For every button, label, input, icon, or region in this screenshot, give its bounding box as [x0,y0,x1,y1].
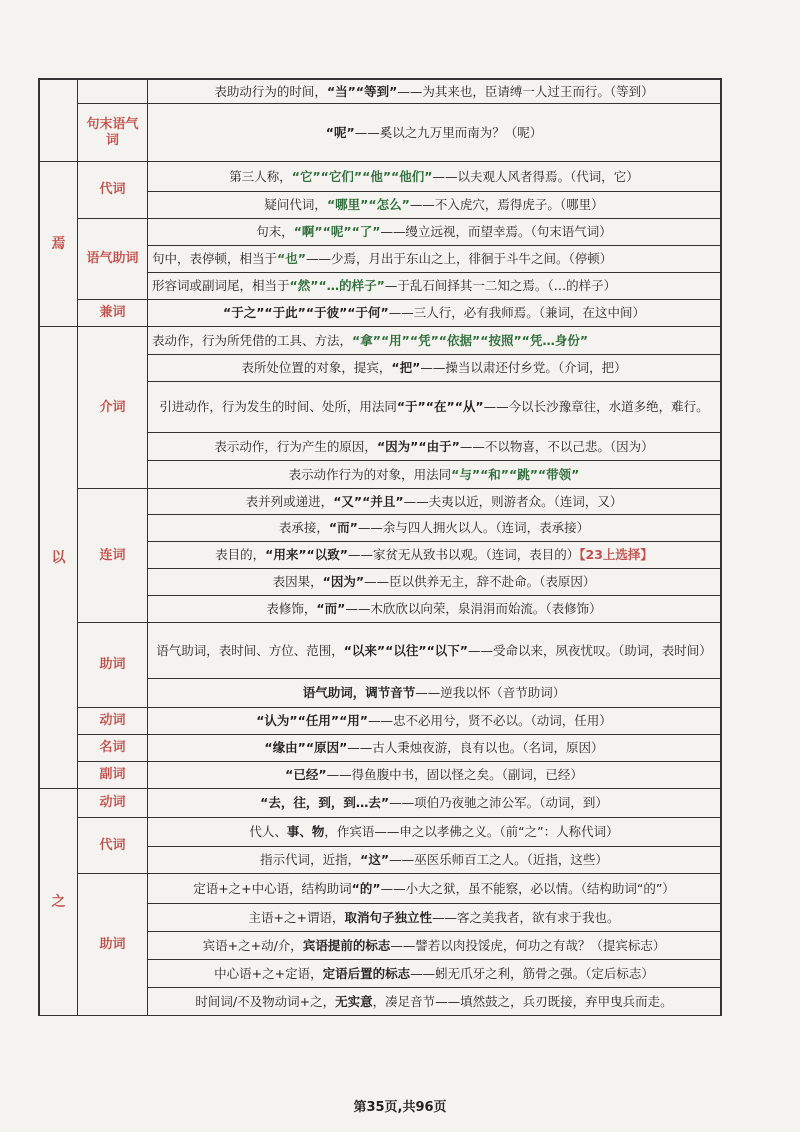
table-row [40,300,721,327]
definition-cell: 表助动行为的时间，“当”“等到”——为其来也，臣请缚一人过王而行。（等到） [148,80,721,104]
pos-label: 动词 [78,789,148,818]
table-row [40,489,721,515]
pos-label: 动词 [78,708,148,735]
pos-label: 语气助词 [78,219,148,300]
word-label: 以 [40,327,78,789]
definition-cell: 表目的，“用来”“以致”——家贫无从致书以观。（连词，表目的）【23上选择】 [148,542,721,569]
pos-label: 名词 [78,735,148,762]
table-row [40,762,721,789]
definition-cell: 疑问代词，“哪里”“怎么”——不入虎穴，焉得虎子。（哪里） [148,192,721,219]
definition-cell: “缘由”“原因”——古人秉烛夜游，良有以也。（名词，原因） [148,735,721,762]
definition-cell: 宾语+之+动/介，宾语提前的标志——譬若以肉投馁虎，何功之有哉？（提宾标志） [148,932,721,960]
definition-cell: 第三人称，“它”“它们”“他”“他们”——以夫观人风者得焉。（代词，它） [148,162,721,192]
pos-label: 副词 [78,762,148,789]
word-cell-continued [40,80,78,162]
pos-label: 连词 [78,489,148,623]
exam-tag: 【23上选择】 [579,547,653,562]
definition-cell: 句末，“啊”“呢”“了”——缦立远视，而望幸焉。（句末语气词） [148,219,721,246]
table-row [40,789,721,818]
table-row [40,162,721,192]
definition-cell: 表并列或递进，“又”“并且”——夫夷以近，则游者众。（连词，又） [148,489,721,515]
definition-cell: 引进动作，行为发生的时间、处所，用法同“于”“在”“从”——今以长沙豫章往，水道多绝，难行。 [148,382,721,433]
definition-cell: 表承接，“而”——余与四人拥火以人。（连词，表承接） [148,515,721,542]
grammar-table [38,78,722,1016]
definition-cell: “于之”“于此”“于彼”“于何”——三人行，必有我师焉。（兼词，在这中间） [148,300,721,327]
pos-label: 兼词 [78,300,148,327]
pos-label: 介词 [78,327,148,489]
table-row [40,735,721,762]
definition-cell: “去，往，到，到…去”——项伯乃夜驰之沛公军。（动词，到） [148,789,721,818]
table-row [40,219,721,246]
table-row [40,623,721,679]
definition-cell: 形容词或副词尾，相当于“然”“…的样子”—于乱石间择其一二知之焉。（…的样子） [148,273,721,300]
page-number: 第35页,共96页 [353,1100,447,1115]
definition-cell: 句中，表停顿，相当于“也”——少焉，月出于东山之上，徘徊于斗牛之间。（停顿） [148,246,721,273]
definition-cell: 表因果，“因为”——臣以供养无主，辞不赴命。（表原因） [148,569,721,596]
definition-cell: 时间词/不及物动词+之，无实意，凑足音节——填然鼓之，兵刃既接，弃甲曳兵而走。 [148,988,721,1016]
definition-cell: 指示代词，近指，“这”——巫医乐师百工之人。（近指，这些） [148,847,721,874]
definition-cell: “认为”“任用”“用”——忠不必用兮，贤不必以。（动词，任用） [148,708,721,735]
definition-cell: 表动作，行为所凭借的工具、方法，“拿”“用”“凭”“依据”“按照”“凭…身份” [148,327,721,355]
pos-label: 助词 [78,623,148,708]
table-row [40,80,721,104]
definition-cell: 代人、事、物，作宾语——申之以孝佛之义。（前“之”：人称代词） [148,818,721,847]
pos-label: 代词 [78,162,148,219]
definition-cell: 表示动作，行为产生的原因，“因为”“由于”——不以物喜，不以己悲。（因为） [148,433,721,461]
table-row [40,104,721,162]
word-label: 之 [40,789,78,1016]
definition-cell: “已经”——得鱼腹中书，固以怪之矣。（副词，已经） [148,762,721,789]
definition-cell: 表示动作行为的对象，用法同“与”“和”“跳”“带领” [148,461,721,489]
definition-cell: 主语+之+谓语，取消句子独立性——客之美我者，欲有求于我也。 [148,904,721,932]
definition-cell: 定语+之+中心语，结构助词“的”——小大之狱，虽不能察，必以情。（结构助词“的”） [148,874,721,904]
definition-cell: 中心语+之+定语，定语后置的标志——蚓无爪牙之利，筋骨之强。（定后标志） [148,960,721,988]
definition-cell: 语气助词，表时间、方位、范围，“以来”“以往”“以下”——受命以来，夙夜忧叹。（助词，表时间） [148,623,721,679]
pos-label: 助词 [78,874,148,1016]
definition-cell: 表修饰，“而”——木欣欣以向荣，泉涓涓而始流。（表修饰） [148,596,721,623]
definition-cell: 语气助词，调节音节——逆我以怀（音节助词） [148,679,721,708]
pos-label: 代词 [78,818,148,874]
definition-cell: “呢”——奚以之九万里而南为？（呢） [148,104,721,162]
table-row [40,874,721,904]
table-row [40,327,721,355]
table-row [40,708,721,735]
table-row [40,818,721,847]
pos-label: 句末语气词 [78,104,148,162]
definition-cell: 表所处位置的对象，提宾，“把”——操当以肃还付乡党。（介词，把） [148,355,721,382]
word-label: 焉 [40,162,78,327]
pos-cell-blank [78,80,148,104]
